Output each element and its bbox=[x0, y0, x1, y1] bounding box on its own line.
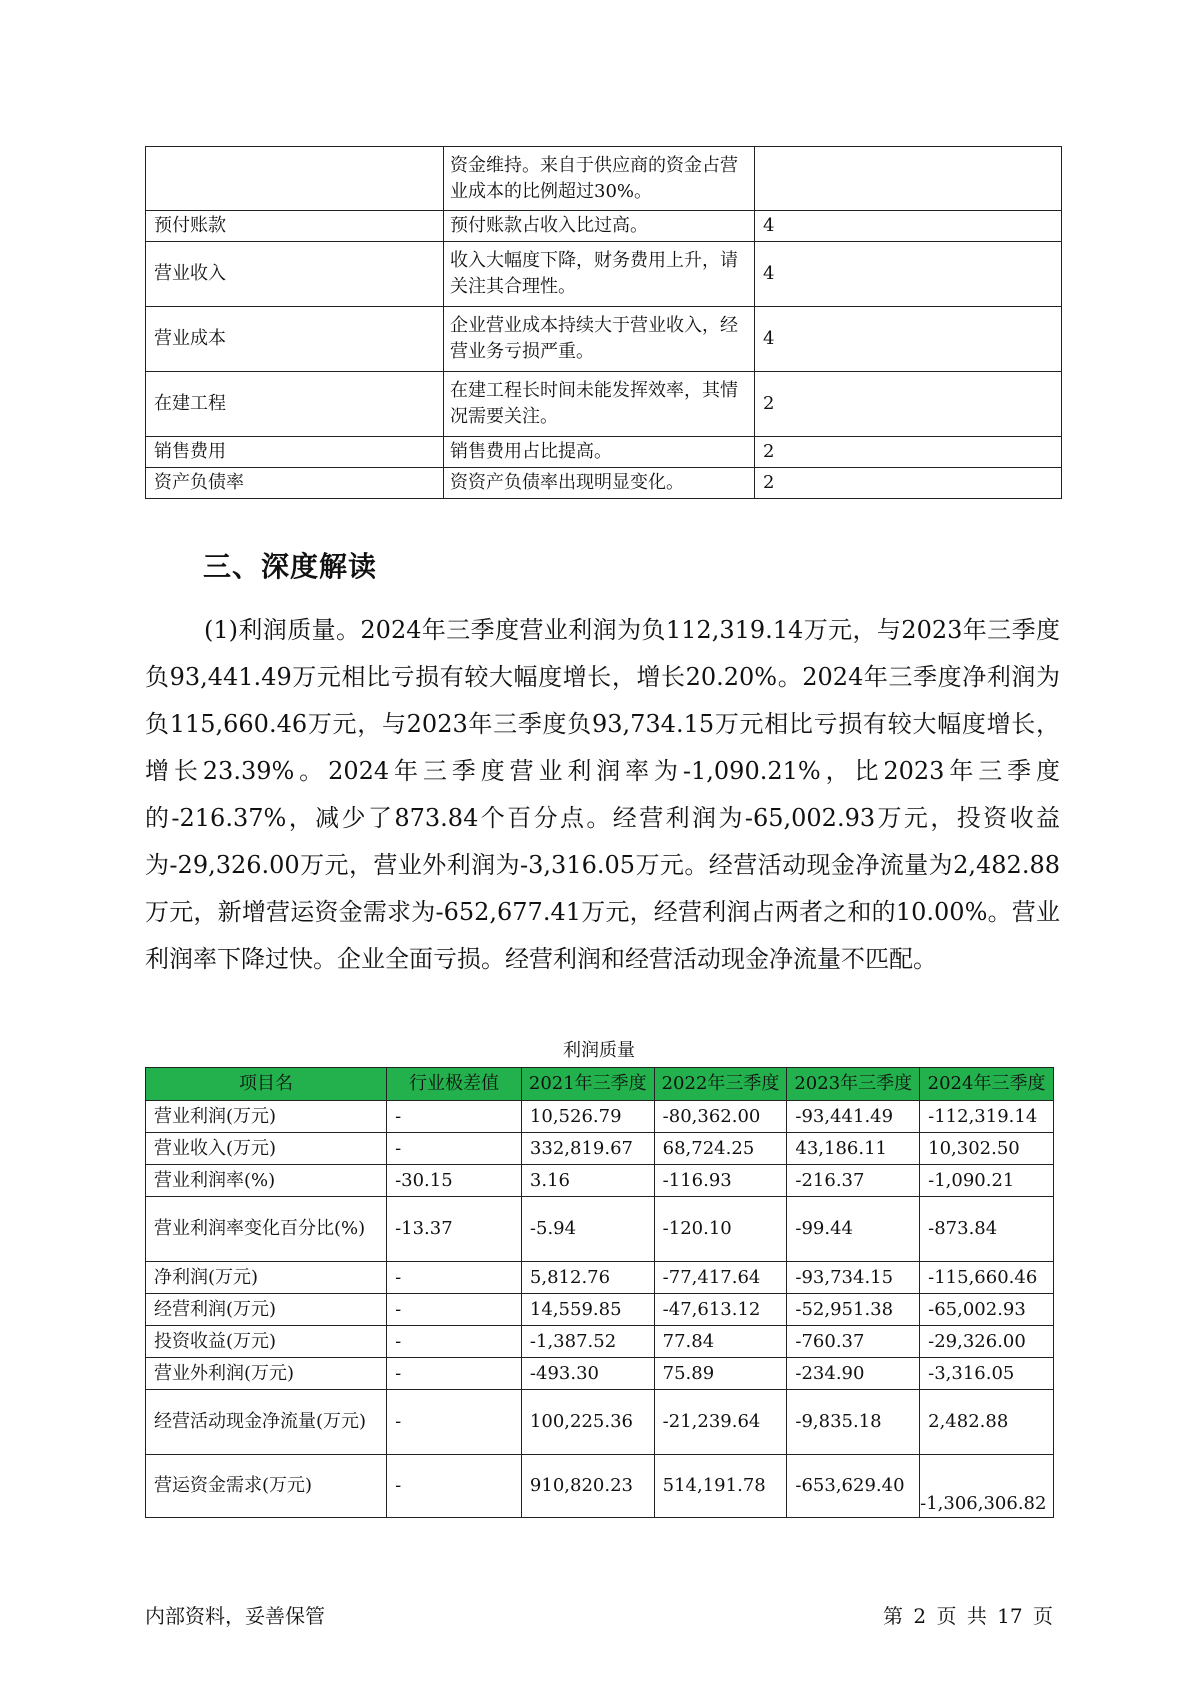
risk-item: 营业成本 bbox=[146, 307, 444, 372]
cell-range: - bbox=[387, 1326, 522, 1358]
risk-score: 2 bbox=[755, 437, 1062, 468]
cell-range: - bbox=[387, 1101, 522, 1133]
section-heading: 三、深度解读 bbox=[203, 550, 378, 583]
cell-2023: -99.44 bbox=[787, 1197, 920, 1262]
cell-2022: -120.10 bbox=[654, 1197, 787, 1262]
column-header: 2023年三季度 bbox=[787, 1068, 920, 1101]
cell-2021: -5.94 bbox=[521, 1197, 654, 1262]
risk-description: 预付账款占收入比过高。 bbox=[444, 211, 755, 242]
risk-item: 资产负债率 bbox=[146, 468, 444, 499]
risk-description: 收入大幅度下降，财务费用上升，请关注其合理性。 bbox=[444, 242, 755, 307]
row-label: 经营活动现金净流量(万元) bbox=[146, 1390, 387, 1455]
cell-range: - bbox=[387, 1358, 522, 1390]
column-header: 行业极差值 bbox=[387, 1068, 522, 1101]
risk-score: 4 bbox=[755, 242, 1062, 307]
table-row bbox=[146, 437, 1062, 468]
row-label: 营业利润率(%) bbox=[146, 1165, 387, 1197]
cell-range: -13.37 bbox=[387, 1197, 522, 1262]
cell-2022: 75.89 bbox=[654, 1358, 787, 1390]
cell-2022: -80,362.00 bbox=[654, 1101, 787, 1133]
cell-2021: 100,225.36 bbox=[521, 1390, 654, 1455]
table-row bbox=[146, 468, 1062, 499]
cell-2023: -52,951.38 bbox=[787, 1294, 920, 1326]
column-header: 项目名 bbox=[146, 1068, 387, 1101]
cell-2023: -760.37 bbox=[787, 1326, 920, 1358]
risk-item: 销售费用 bbox=[146, 437, 444, 468]
cell-2021: -1,387.52 bbox=[521, 1326, 654, 1358]
cell-2021: 14,559.85 bbox=[521, 1294, 654, 1326]
risk-item: 营业收入 bbox=[146, 242, 444, 307]
cell-2023: -234.90 bbox=[787, 1358, 920, 1390]
column-header: 2021年三季度 bbox=[521, 1068, 654, 1101]
cell-range: - bbox=[387, 1133, 522, 1165]
row-label: 净利润(万元) bbox=[146, 1262, 387, 1294]
table-row bbox=[146, 1262, 1054, 1294]
row-label: 营运资金需求(万元) bbox=[146, 1455, 387, 1518]
cell-2024: 2,482.88 bbox=[920, 1390, 1054, 1455]
cell-2024: -112,319.14 bbox=[920, 1101, 1054, 1133]
cell-2024: -29,326.00 bbox=[920, 1326, 1054, 1358]
cell-2021: 3.16 bbox=[521, 1165, 654, 1197]
row-label: 营业收入(万元) bbox=[146, 1133, 387, 1165]
cell-range: - bbox=[387, 1262, 522, 1294]
cell-range: - bbox=[387, 1455, 522, 1518]
table-row bbox=[146, 1133, 1054, 1165]
column-header: 2022年三季度 bbox=[654, 1068, 787, 1101]
table-row bbox=[146, 1455, 1054, 1518]
table-row bbox=[146, 1165, 1054, 1197]
cell-2022: 77.84 bbox=[654, 1326, 787, 1358]
risk-score: 4 bbox=[755, 307, 1062, 372]
risk-description: 企业营业成本持续大于营业收入，经营业务亏损严重。 bbox=[444, 307, 755, 372]
cell-2023: 43,186.11 bbox=[787, 1133, 920, 1165]
risk-score bbox=[755, 147, 1062, 211]
cell-2024: -1,306,306.82 bbox=[920, 1455, 1054, 1518]
cell-2022: 514,191.78 bbox=[654, 1455, 787, 1518]
footer-page-number: 第 2 页 共 17 页 bbox=[883, 1604, 1053, 1628]
risk-item bbox=[146, 147, 444, 211]
row-label: 经营利润(万元) bbox=[146, 1294, 387, 1326]
risk-description: 资金维持。来自于供应商的资金占营业成本的比例超过30%。 bbox=[444, 147, 755, 211]
risk-score: 4 bbox=[755, 211, 1062, 242]
cell-2024: -1,090.21 bbox=[920, 1165, 1054, 1197]
table-row bbox=[146, 307, 1062, 372]
risk-description: 资资产负债率出现明显变化。 bbox=[444, 468, 755, 499]
cell-range: -30.15 bbox=[387, 1165, 522, 1197]
table-row bbox=[146, 372, 1062, 437]
risk-item: 在建工程 bbox=[146, 372, 444, 437]
row-label: 营业利润率变化百分比(%) bbox=[146, 1197, 387, 1262]
cell-2023: -9,835.18 bbox=[787, 1390, 920, 1455]
cell-2022: 68,724.25 bbox=[654, 1133, 787, 1165]
row-label: 投资收益(万元) bbox=[146, 1326, 387, 1358]
risk-description: 销售费用占比提高。 bbox=[444, 437, 755, 468]
cell-range: - bbox=[387, 1294, 522, 1326]
cell-2022: -116.93 bbox=[654, 1165, 787, 1197]
row-label: 营业利润(万元) bbox=[146, 1101, 387, 1133]
cell-2023: -216.37 bbox=[787, 1165, 920, 1197]
cell-2023: -93,441.49 bbox=[787, 1101, 920, 1133]
table-header-row bbox=[146, 1068, 1054, 1101]
cell-2024: -873.84 bbox=[920, 1197, 1054, 1262]
risk-item: 预付账款 bbox=[146, 211, 444, 242]
cell-2022: -77,417.64 bbox=[654, 1262, 787, 1294]
cell-2021: 10,526.79 bbox=[521, 1101, 654, 1133]
profit-quality-table bbox=[145, 1067, 1054, 1518]
table-caption: 利润质量 bbox=[563, 1040, 635, 1061]
cell-2024: -3,316.05 bbox=[920, 1358, 1054, 1390]
cell-2024: -115,660.46 bbox=[920, 1262, 1054, 1294]
cell-2021: 5,812.76 bbox=[521, 1262, 654, 1294]
cell-2024: 10,302.50 bbox=[920, 1133, 1054, 1165]
table-row bbox=[146, 1326, 1054, 1358]
cell-2021: 910,820.23 bbox=[521, 1455, 654, 1518]
table-row bbox=[146, 1101, 1054, 1133]
cell-2023: -93,734.15 bbox=[787, 1262, 920, 1294]
cell-2021: 332,819.67 bbox=[521, 1133, 654, 1165]
table-row bbox=[146, 147, 1062, 211]
table-row bbox=[146, 1390, 1054, 1455]
risk-indicator-table bbox=[145, 146, 1062, 499]
column-header: 2024年三季度 bbox=[920, 1068, 1054, 1101]
risk-description: 在建工程长时间未能发挥效率，其情况需要关注。 bbox=[444, 372, 755, 437]
table-row bbox=[146, 1294, 1054, 1326]
risk-score: 2 bbox=[755, 372, 1062, 437]
footer-confidential-note: 内部资料，妥善保管 bbox=[145, 1604, 325, 1628]
table-row bbox=[146, 1197, 1054, 1262]
analysis-paragraph: (1)利润质量。2024年三季度营业利润为负112,319.14万元，与2023年三季度负93,441.49万元相比亏损有较大幅度增长，增长20.20%。2024年三季度净利润为负115,660.46万元，与2023年三季度负93,734.15万元相比亏损有较大幅度增长，增长23.39%。2024年三季度营业利润率为-1,090.21%，比2023年三季度的-216.37%，减少了873.84个百分点。经营利润为-65,002.93万元，投资收益为-29,326.00万元，营业外利润为-3,316.05万元。经营活动现金净流量为2,482.88万元，新增营运资金需求为-652,677.41万元，经营利润占两者之和的10.00%。营业利润率下降过快。企业全面亏损。经营利润和经营活动现金净流量不匹配。 bbox=[145, 616, 1060, 973]
risk-score: 2 bbox=[755, 468, 1062, 499]
cell-2021: -493.30 bbox=[521, 1358, 654, 1390]
cell-2024: -65,002.93 bbox=[920, 1294, 1054, 1326]
cell-range: - bbox=[387, 1390, 522, 1455]
row-label: 营业外利润(万元) bbox=[146, 1358, 387, 1390]
cell-2022: -21,239.64 bbox=[654, 1390, 787, 1455]
cell-2022: -47,613.12 bbox=[654, 1294, 787, 1326]
table-row bbox=[146, 1358, 1054, 1390]
cell-2023: -653,629.40 bbox=[787, 1455, 920, 1518]
table-row bbox=[146, 242, 1062, 307]
table-row bbox=[146, 211, 1062, 242]
